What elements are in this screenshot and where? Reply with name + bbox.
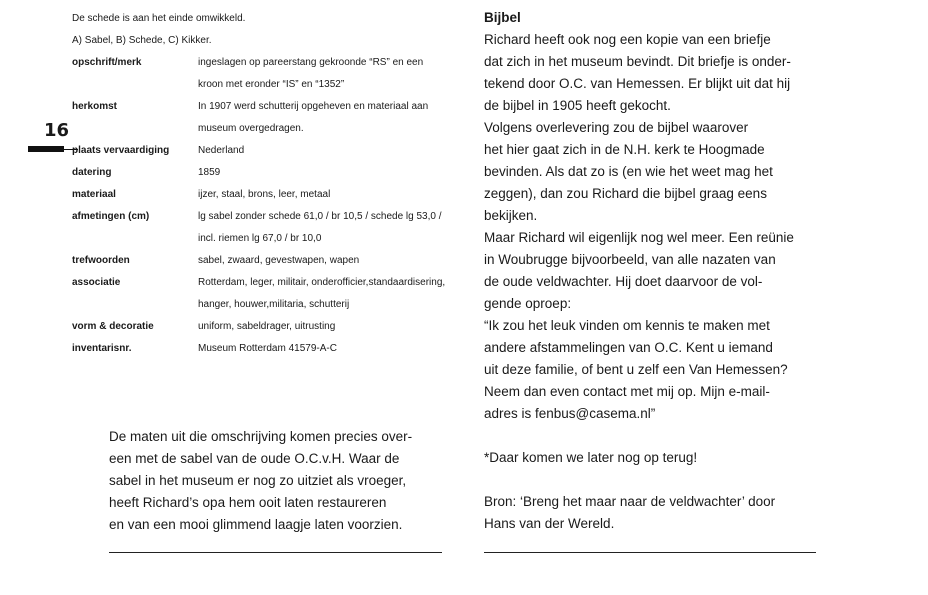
body-line [484, 469, 794, 491]
catalog-label: trefwoorden [72, 255, 130, 266]
paragraph-line: een met de sabel van de oude O.C.v.H. Waar de [109, 451, 400, 466]
catalog-value: kroon met eronder “IS” en “1352” [198, 79, 345, 90]
catalog-label: afmetingen (cm) [72, 211, 150, 222]
catalog-label: opschrift/merk [72, 57, 142, 68]
body-line: andere afstammelingen van O.C. Kent u iemand [484, 340, 773, 355]
body-line: uit deze familie, of bent u zelf een Van Hemessen? [484, 362, 788, 377]
body-line: adres is fenbus@casema.nl” [484, 406, 656, 421]
right-divider [484, 552, 816, 553]
body-line: Bron: ‘Breng het maar naar de veldwachter’ door [484, 494, 776, 509]
body-line: gende oproep: [484, 296, 572, 311]
left-paragraph [109, 426, 412, 536]
body-line: Volgens overlevering zou de bijbel waarover [484, 120, 749, 135]
body-line: de bijbel in 1905 heeft gekocht. [484, 98, 671, 113]
body-line: Richard heeft ook nog een kopie van een briefje [484, 32, 771, 47]
right-column [484, 7, 794, 535]
paragraph-line: sabel in het museum er nog zo uitziet als vroeger, [109, 473, 407, 488]
catalog-value: sabel, zwaard, gevestwapen, wapen [198, 255, 360, 266]
intro-line: De schede is aan het einde omwikkeld. [72, 13, 246, 24]
catalog-value: In 1907 werd schutterij opgeheven en materiaal aan [198, 101, 429, 112]
catalog-label: inventarisnr. [72, 343, 132, 354]
catalog-value: uniform, sabeldrager, uitrusting [198, 321, 336, 332]
body-line: tekend door O.C. van Hemessen. Er blijkt uit dat hij [484, 76, 791, 91]
body-line: *Daar komen we later nog op terug! [484, 450, 698, 465]
catalog-value: hanger, houwer,militaria, schutterij [198, 299, 350, 310]
catalog-value: 1859 [198, 167, 221, 178]
catalog-value: lg sabel zonder schede 61,0 / br 10,5 / schede lg 53,0 / [198, 211, 442, 222]
catalog-value: incl. riemen lg 67,0 / br 10,0 [198, 233, 322, 244]
catalog-label: datering [72, 167, 112, 178]
catalog-label: plaats vervaardiging [72, 145, 170, 156]
catalog-label: materiaal [72, 189, 116, 200]
page-number: 16 [44, 120, 70, 141]
section-heading: Bijbel [484, 10, 521, 25]
catalog-label: herkomst [72, 101, 118, 112]
catalog-label: vorm & decoratie [72, 321, 154, 332]
body-line: Maar Richard wil eigenlijk nog wel meer. Een reünie [484, 230, 794, 245]
left-divider [109, 552, 442, 553]
paragraph-line: heeft Richard’s opa hem ooit laten restaureren [109, 495, 387, 510]
body-line: het hier gaat zich in de N.H. kerk te Hoogmade [484, 142, 765, 157]
body-line: “Ik zou het leuk vinden om kennis te maken met [484, 318, 770, 333]
page-marker-line [28, 149, 78, 150]
paragraph-line: en van een mooi glimmend laagje laten voorzien. [109, 517, 403, 532]
catalog-value: Nederland [198, 145, 245, 156]
body-line: de oude veldwachter. Hij doet daarvoor de vol- [484, 274, 763, 289]
catalog-value: ijzer, staal, brons, leer, metaal [198, 189, 331, 200]
catalog-label: associatie [72, 277, 121, 288]
right-body-text [484, 29, 794, 535]
body-line [484, 425, 794, 447]
catalog-value: Rotterdam, leger, militair, onderofficier,standaardisering, [198, 277, 446, 288]
paragraph-line: De maten uit die omschrijving komen precies over- [109, 429, 413, 444]
body-line: bekijken. [484, 208, 538, 223]
body-line: dat zich in het museum bevindt. Dit briefje is onder- [484, 54, 791, 69]
catalog-value: museum overgedragen. [198, 123, 304, 134]
body-line: in Woubrugge bijvoorbeeld, van alle nazaten van [484, 252, 776, 267]
body-line: zeggen), dan zou Richard die bijbel graag eens [484, 186, 767, 201]
catalog-value: Museum Rotterdam 41579-A-C [198, 343, 337, 354]
catalog-value: ingeslagen op pareerstang gekroonde “RS” en een [198, 57, 424, 68]
body-line: Hans van der Wereld. [484, 516, 615, 531]
intro-line: A) Sabel, B) Schede, C) Kikker. [72, 35, 212, 46]
body-line: Neem dan even contact met mij op. Mijn e-mail- [484, 384, 770, 399]
body-line: bevinden. Als dat zo is (en wie het weet mag het [484, 164, 773, 179]
